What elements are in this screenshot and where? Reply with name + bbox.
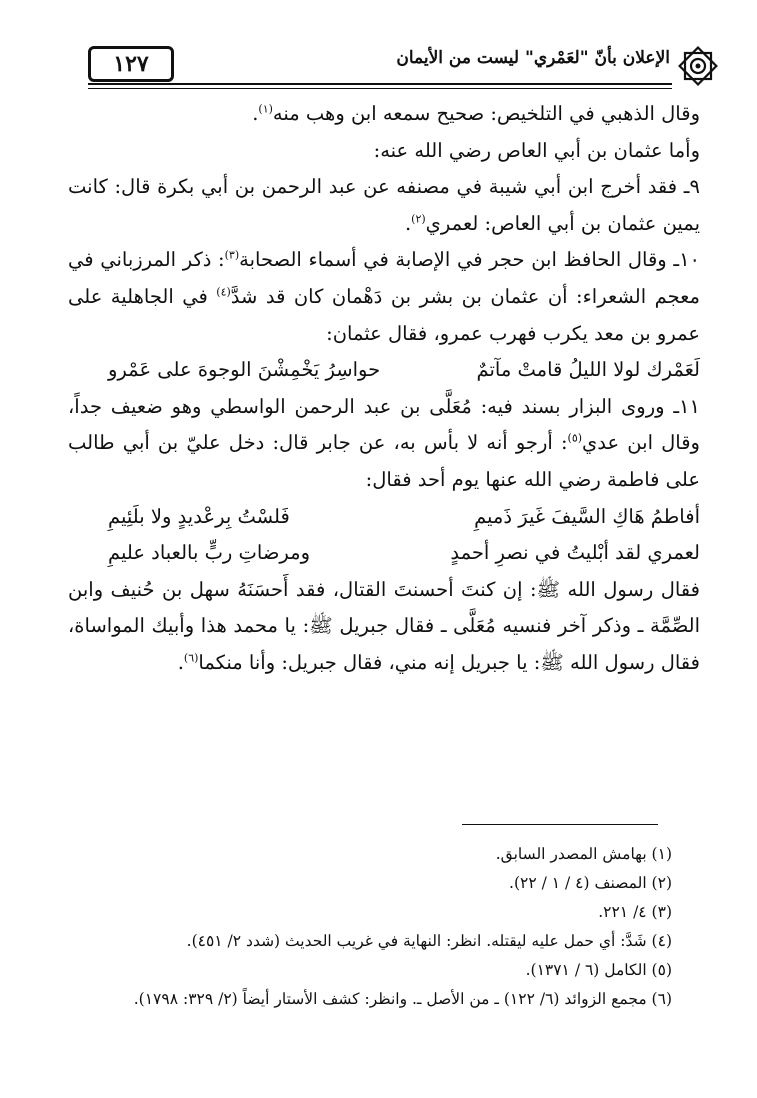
- footnote-separator: [462, 824, 658, 825]
- page-header: [70, 38, 720, 90]
- footnote-ref: (٣): [224, 248, 240, 262]
- footnote-ref: (٥): [567, 431, 583, 445]
- footnote: (٦) مجمع الزوائد (٦/ ١٢٢) ـ من الأصل ـ. وانظر: كشف الأستار أيضاً (٢/ ٣٢٩: ١٧٩٨).: [133, 990, 672, 1008]
- running-title: الإعلان بأنّ "لعَمْري" ليست من الأيمان: [396, 48, 670, 68]
- verse-hemistich: حواسِرُ يَخْمِشْنَ الوجوهَ على عَمْرو: [108, 358, 381, 382]
- footnote-ref: (٤): [216, 285, 231, 299]
- poetry-verse: [68, 352, 700, 389]
- footnote-ref: (٢): [411, 212, 426, 226]
- poetry-verse: [68, 535, 700, 572]
- verse-hemistich: لعمري لقد أبْليتُ في نصرِ أحمدٍ: [450, 541, 700, 565]
- paragraph: وأما عثمان بن أبي العاص رضي الله عنه:: [373, 138, 700, 162]
- verse-hemistich: ومرضاتِ ربٍّ بالعباد عليمِ: [108, 541, 311, 565]
- star-ornament-icon: [676, 44, 720, 88]
- paragraph: فقال رسول الله ﷺ: إن كنتَ أحسنتَ القتال، فقد أَحسَنَهُ سهل بن حُنيف وابن الصِّمَّة ـ وذكر آخر فنسيه مُعَلَّى ـ فقال جبريل ﷺ: يا محمد هذا وأبيك المواساة، فقال رسول الله ﷺ: يا جبريل إنه مني، فقال جبريل: وأنا منكما$^{(٦)}$.: [68, 577, 700, 674]
- page-number: ١٢٧: [88, 46, 174, 82]
- header-rule: [88, 83, 672, 85]
- footnote-ref: (١): [258, 102, 273, 116]
- verse-hemistich: أفاطمُ هَاكِ السَّيفَ غَيرَ ذَميمِ: [474, 504, 700, 528]
- footnote: (١) بهامش المصدر السابق.: [495, 845, 672, 863]
- footnote: (٣) ٤/ ٢٢١.: [598, 903, 672, 921]
- paragraph: ١٠ـ وقال الحافظ ابن حجر في الإصابة في أسماء الصحابة$^{(٣)}$: ذكر المرزباني في معجم الشعراء: أن عثمان بن بشر بن دَهْمان كان قد شدَّ$^{(٤)}$ في الجاهلية على عمرو بن معد يكرب فهرب عمرو، فقال عثمان:: [68, 248, 701, 345]
- verse-hemistich: لَعَمْرك لولا الليلُ قامتْ مآتمٌ: [476, 358, 700, 382]
- poetry-verse: [68, 499, 700, 536]
- footnote: (٥) الكامل (٦ / ١٣٧١).: [525, 961, 672, 979]
- header-rule-thin: [88, 88, 672, 89]
- paragraph: ٩ـ فقد أخرج ابن أبي شيبة في مصنفه عن عبد الرحمن بن أبي بكرة قال: كانت يمين عثمان بن أبي العاص: لعمري$^{(٢)}$.: [68, 175, 700, 235]
- footnote-ref: (٦): [183, 651, 199, 665]
- footnote: (٢) المصنف (٤ / ١ / ٢٢).: [509, 874, 672, 892]
- main-text: [68, 96, 700, 682]
- paragraph: وقال الذهبي في التلخيص: صحيح سمعه ابن وهب منه$^{(١)}$.: [252, 102, 700, 125]
- verse-hemistich: فَلسْتُ بِرعْديدٍ ولا بلَئِيمِ: [108, 504, 290, 528]
- paragraph: ١١ـ وروى البزار بسند فيه: مُعَلَّى بن عبد الرحمن الواسطي وهو ضعيف جداً، وقال ابن عدي$^{(٥)}$: أرجو أنه لا بأس به، عن جابر قال: دخل عليّ بن أبي طالب على فاطمة رضي الله عنها يوم أحد فقال:: [68, 394, 700, 491]
- footnotes: [68, 840, 672, 1014]
- footnote: (٤) شَدَّ: أي حمل عليه ليقتله. انظر: النهاية في غريب الحديث (شدد ٢/ ٤٥١).: [186, 932, 672, 950]
